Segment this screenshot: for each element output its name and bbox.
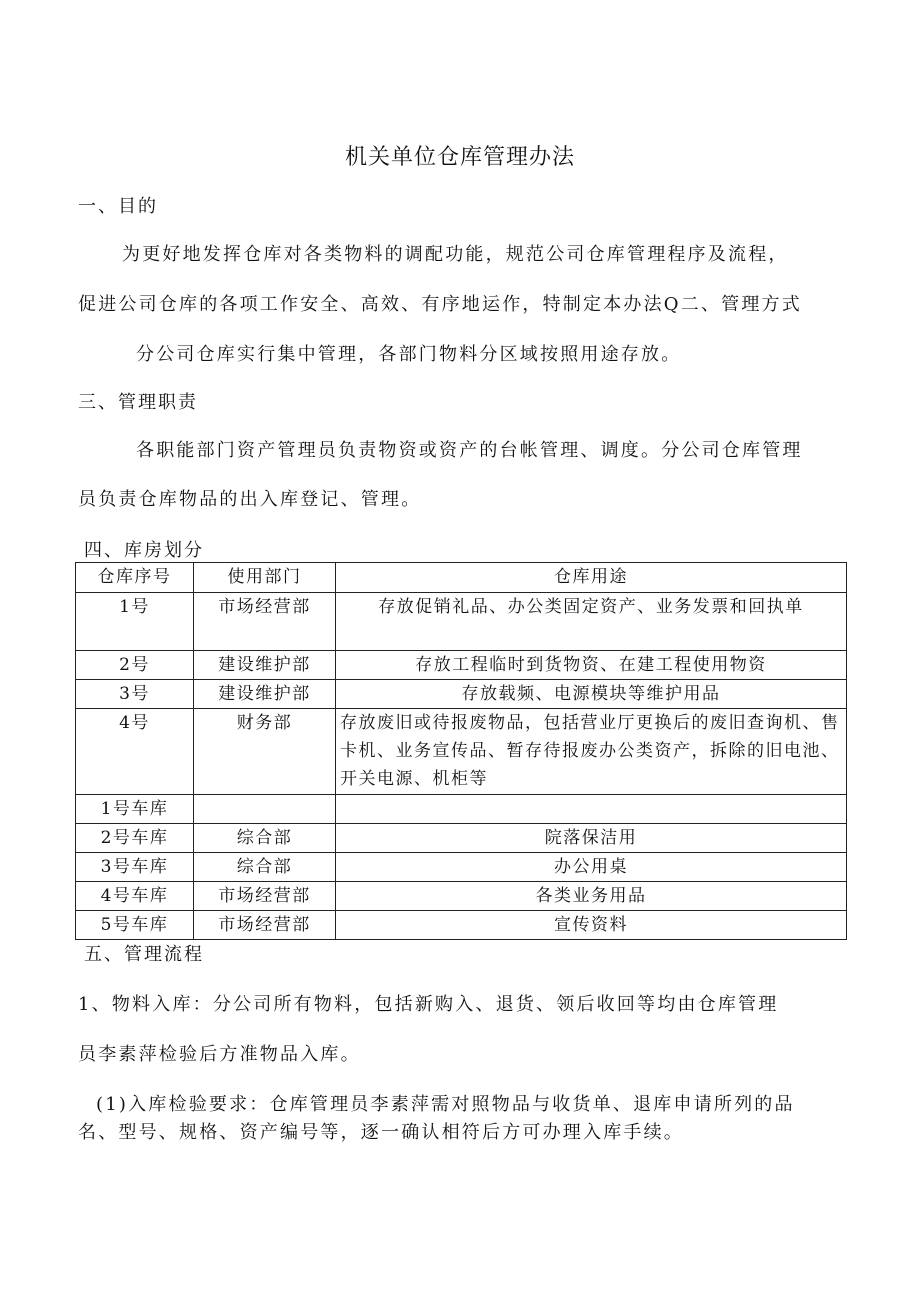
- table-header-cell: 使用部门: [194, 563, 336, 593]
- table-cell: 2号: [76, 651, 194, 680]
- section-warehouse-division-heading: 四、库房划分: [84, 540, 204, 561]
- table-cell: [336, 795, 847, 824]
- section-responsibility-heading: 三、管理职责: [78, 392, 198, 413]
- inspection-paragraph-line-1: (1)入库检验要求：仓库管理员李素萍需对照物品与收货单、退库申请所列的品: [96, 1094, 795, 1115]
- table-row: [76, 593, 847, 651]
- table-row: [76, 853, 847, 882]
- table-cell: 存放促销礼品、办公类固定资产、业务发票和回执单: [336, 593, 847, 651]
- table-cell: 财务部: [194, 709, 336, 795]
- warehouse-table: [75, 562, 847, 940]
- table-cell: 3号车库: [76, 853, 194, 882]
- table-cell: 存放载频、电源模块等维护用品: [336, 680, 847, 709]
- table-cell: 1号: [76, 593, 194, 651]
- table-cell: 存放废旧或待报废物品，包括营业厅更换后的废旧查询机、售卡机、业务宣传品、暂存待报废办公类资产，拆除的旧电池、开关电源、机柜等: [336, 709, 847, 795]
- table-cell: 宣传资料: [336, 911, 847, 940]
- table-header-row: [76, 563, 847, 593]
- table-row: [76, 882, 847, 911]
- management-method-paragraph: 分公司仓库实行集中管理，各部门物料分区域按照用途存放。: [136, 344, 682, 365]
- table-cell: 市场经营部: [194, 593, 336, 651]
- table-row: [76, 680, 847, 709]
- table-cell: [194, 795, 336, 824]
- purpose-paragraph-line-1: 为更好地发挥仓库对各类物料的调配功能，规范公司仓库管理程序及流程，: [122, 244, 789, 265]
- table-cell: 综合部: [194, 853, 336, 882]
- table-row: [76, 911, 847, 940]
- table-row: [76, 795, 847, 824]
- table-cell: 综合部: [194, 824, 336, 853]
- section-process-heading: 五、管理流程: [84, 944, 204, 965]
- document-title: 机关单位仓库管理办法: [344, 145, 575, 170]
- responsibility-paragraph-line-2: 员负责仓库物品的出入库登记、管理。: [78, 489, 422, 510]
- table-cell: 5号车库: [76, 911, 194, 940]
- table-cell: 院落保洁用: [336, 824, 847, 853]
- table-cell: 2号车库: [76, 824, 194, 853]
- inbound-paragraph-line-1: 1、物料入库：分公司所有物料，包括新购入、退货、领后收回等均由仓库管理: [78, 994, 779, 1015]
- table-cell: 各类业务用品: [336, 882, 847, 911]
- table-cell: 办公用桌: [336, 853, 847, 882]
- inspection-paragraph-line-2: 名、型号、规格、资产编号等，逐一确认相符后方可办理入库手续。: [78, 1122, 684, 1143]
- table-row: [76, 651, 847, 680]
- section-purpose-heading: 一、目的: [78, 196, 158, 217]
- table-cell: 市场经营部: [194, 882, 336, 911]
- table-row: [76, 709, 847, 795]
- table-cell: 建设维护部: [194, 651, 336, 680]
- table-cell: 建设维护部: [194, 680, 336, 709]
- table-cell: 3号: [76, 680, 194, 709]
- table-header-cell: 仓库用途: [336, 563, 847, 593]
- table-cell: 1号车库: [76, 795, 194, 824]
- table-header-cell: 仓库序号: [76, 563, 194, 593]
- table-cell: 存放工程临时到货物资、在建工程使用物资: [336, 651, 847, 680]
- table-row: [76, 824, 847, 853]
- table-cell: 市场经营部: [194, 911, 336, 940]
- purpose-paragraph-line-2: 促进公司仓库的各项工作安全、高效、有序地运作，特制定本办法Q二、管理方式: [78, 294, 802, 315]
- table-cell: 4号车库: [76, 882, 194, 911]
- table-cell: 4号: [76, 709, 194, 795]
- responsibility-paragraph-line-1: 各职能部门资产管理员负责物资或资产的台帐管理、调度。分公司仓库管理: [136, 440, 803, 461]
- inbound-paragraph-line-2: 员李素萍检验后方准物品入库。: [78, 1044, 361, 1065]
